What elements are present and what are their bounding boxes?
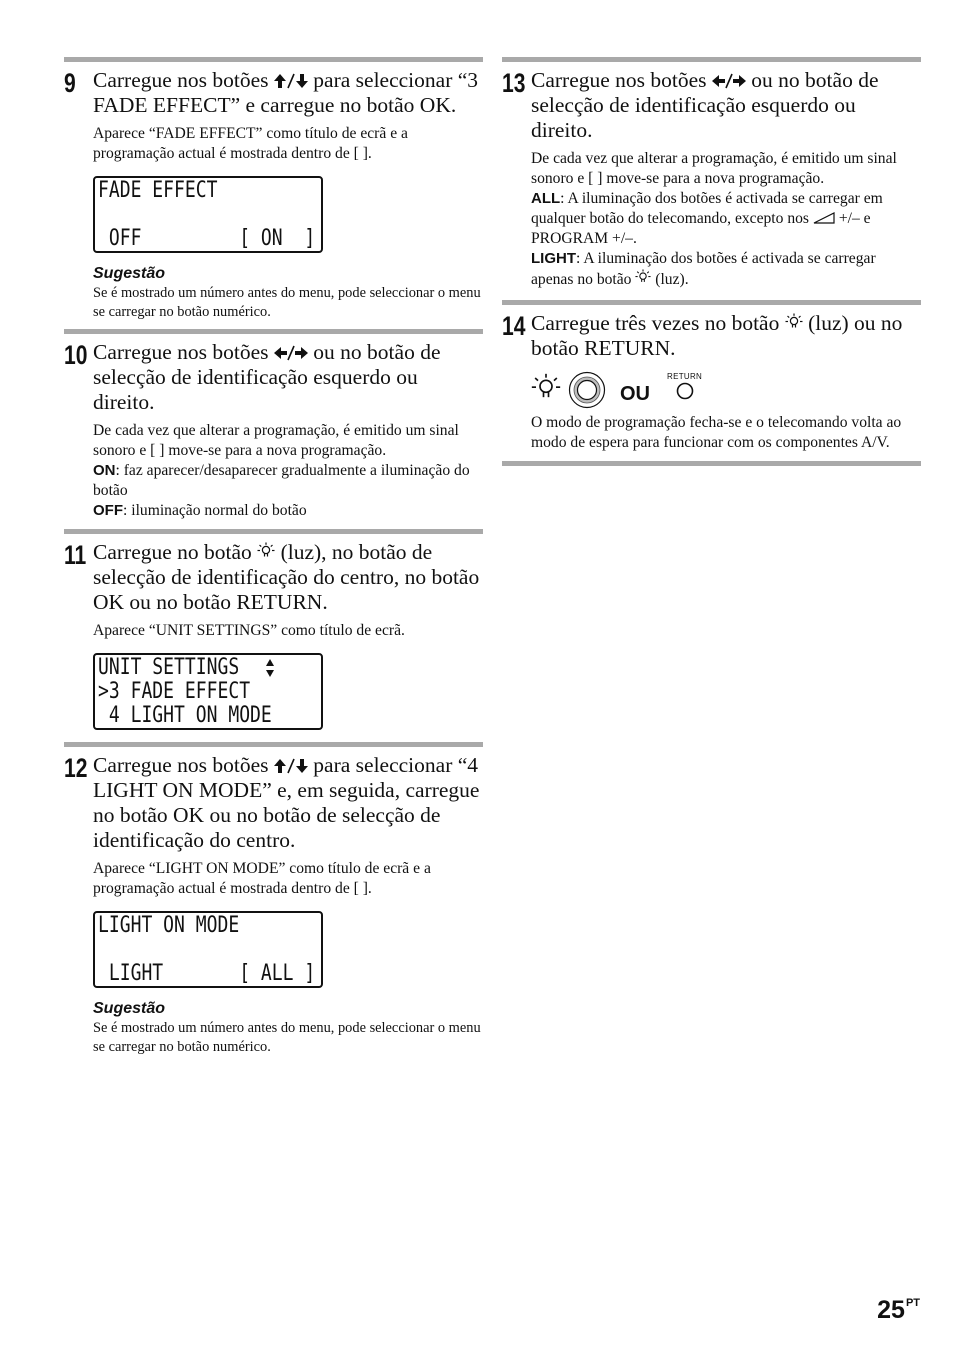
step-heading: Carregue no botão (luz), no botão de selecção de identificação do centro, no botão OK ou no botão RETURN. bbox=[93, 540, 480, 614]
step-number: 10 bbox=[64, 340, 88, 370]
left-right-arrows-icon bbox=[274, 345, 308, 361]
step-number: 14 bbox=[502, 311, 526, 341]
tip-title: Sugestão bbox=[93, 265, 166, 282]
tip-body: Se é mostrado um número antes do menu, pode seleccionar o menu se carregar no botão numérico. bbox=[93, 1020, 481, 1055]
tip-body: Se é mostrado um número antes do menu, pode seleccionar o menu se carregar no botão numérico. bbox=[93, 285, 481, 320]
section-divider bbox=[502, 461, 921, 466]
return-label: RETURN bbox=[667, 372, 703, 381]
page-number: $25^{PT}$ bbox=[877, 1296, 920, 1324]
light-bulb-icon bbox=[257, 542, 275, 560]
section-divider bbox=[502, 57, 921, 62]
step-description: Aparece “LIGHT ON MODE” como título de ecrã e a programação actual é mostrada dentro de [ ]. bbox=[93, 860, 431, 897]
light-bulb-icon bbox=[635, 269, 651, 285]
lcd-display bbox=[93, 176, 323, 253]
section-divider bbox=[502, 300, 921, 305]
step-heading: Carregue nos botões para seleccionar “4 LIGHT ON MODE” e, em seguida, carregue no botão OK ou no botão de selecção de identificação do centro. bbox=[93, 753, 480, 852]
step-heading: Carregue nos botões ou no botão de selecção de identificação esquerdo ou direito. bbox=[93, 340, 441, 414]
step-11 bbox=[64, 540, 483, 730]
lcd-line-1: FADE EFFECT bbox=[98, 178, 218, 203]
step-10 bbox=[64, 340, 483, 529]
step-description: Aparece “UNIT SETTINGS” como título de ecrã. bbox=[93, 622, 405, 639]
up-down-arrows-icon bbox=[274, 758, 308, 774]
scroll-arrows-icon bbox=[265, 658, 275, 678]
lcd-display bbox=[93, 653, 323, 730]
lcd-line-3: LIGHT [ ALL ] bbox=[98, 961, 316, 986]
lcd-line-3: 4 LIGHT ON MODE bbox=[98, 703, 272, 728]
lcd-line-2: >3 FADE EFFECT bbox=[98, 679, 251, 704]
step-9 bbox=[64, 68, 483, 321]
volume-icon bbox=[813, 212, 835, 224]
left-column bbox=[64, 57, 483, 1064]
lcd-line-3: OFF [ ON ] bbox=[98, 226, 316, 251]
or-label: OU bbox=[620, 383, 650, 405]
section-divider bbox=[64, 742, 483, 747]
step-number: 12 bbox=[64, 753, 88, 783]
lcd-line-1: UNIT SETTINGS bbox=[98, 655, 240, 680]
option-off-label: OFF bbox=[93, 502, 123, 519]
return-button-icon bbox=[676, 382, 694, 400]
lcd-line-1: LIGHT ON MODE bbox=[98, 913, 240, 938]
step-number: 13 bbox=[502, 68, 526, 98]
up-down-arrows-icon bbox=[274, 73, 308, 89]
light-bulb-icon bbox=[785, 313, 803, 331]
jog-dial-icon bbox=[568, 371, 606, 409]
step-heading: Carregue nos botões para seleccionar “3 FADE EFFECT” e carregue no botão OK. bbox=[93, 68, 479, 117]
section-divider bbox=[64, 529, 483, 534]
right-column bbox=[502, 57, 921, 466]
step-heading: Carregue nos botões ou no botão de selecção de identificação esquerdo ou direito. bbox=[531, 68, 879, 142]
section-divider bbox=[64, 57, 483, 62]
option-on-label: ON bbox=[93, 462, 116, 479]
step-12 bbox=[64, 753, 483, 1056]
step-number: 9 bbox=[64, 68, 76, 98]
step-heading: Carregue três vezes no botão (luz) ou no botão RETURN. bbox=[531, 311, 903, 360]
step-13 bbox=[502, 68, 921, 300]
step-14 bbox=[502, 311, 921, 461]
step-description: O modo de programação fecha-se e o telecomando volta ao modo de espera para funcionar com os componentes A/V. bbox=[531, 414, 902, 451]
step-description: De cada vez que alterar a programação, é emitido um sinal sonoro e [ ] move-se para a nova programação. ON: faz aparecer/desaparecer gradualmente a iluminação do botão OFF: iluminação normal do botão bbox=[93, 422, 470, 519]
option-light-label: LIGHT bbox=[531, 250, 576, 267]
tip-title: Sugestão bbox=[93, 1000, 166, 1017]
step-description: Aparece “FADE EFFECT” como título de ecrã e a programação actual é mostrada dentro de [ ]. bbox=[93, 125, 408, 162]
step-description: De cada vez que alterar a programação, é emitido um sinal sonoro e [ ] move-se para a nova programação. ALL: A iluminação dos botões é activada se carregar em qualquer botão do telecomando, excepto nos +/– e PROGRAM +/–. LIGHT: A iluminação dos botões é activada se carregar apenas no botão (luz). bbox=[531, 150, 897, 288]
option-all-label: ALL bbox=[531, 190, 561, 207]
left-right-arrows-icon bbox=[712, 73, 746, 89]
lcd-display bbox=[93, 911, 323, 988]
button-icons-row bbox=[531, 369, 921, 413]
step-number: 11 bbox=[64, 540, 87, 570]
section-divider bbox=[64, 329, 483, 334]
light-bulb-icon bbox=[531, 373, 561, 403]
